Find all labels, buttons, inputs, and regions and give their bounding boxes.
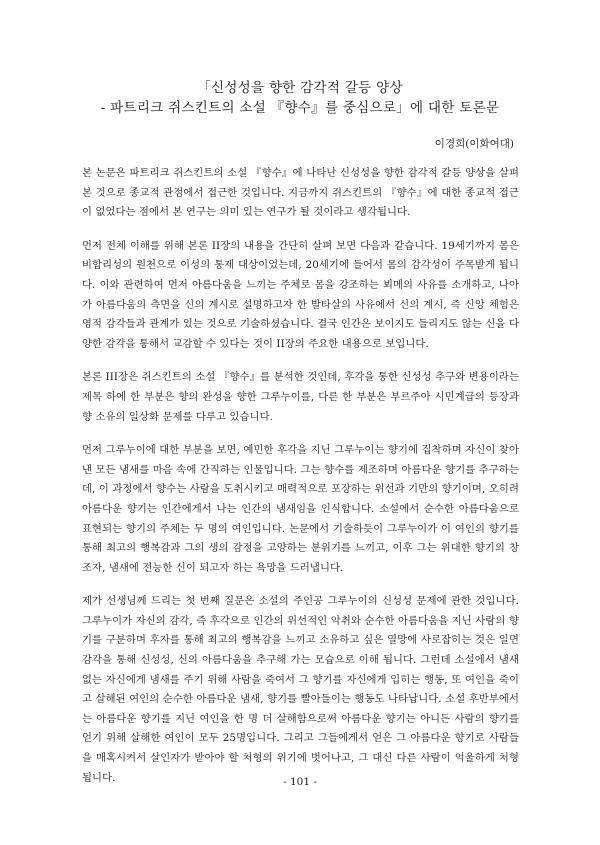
- title-block: [0, 78, 600, 118]
- title-line-2: - 파트리크 쥐스킨트의 소설 『향수』를 중심으로」에 대한 토론문: [100, 100, 500, 116]
- page-number: - 101 -: [283, 776, 317, 788]
- paragraph-chapter-3-summary: 본론 III장은 쥐스킨트의 소설 『향수』를 분석한 것인데, 후각을 통한 신성성 추구와 변용이라는 제목 하에 한 부분은 향의 완성을 향한 그루누이를, 다른 한 부분은 부르주아 시민계급의 등장과 향 소유의 일상화 문제를 다루고 있습니다.: [82, 371, 519, 423]
- paragraph-chapter-2-summary: 먼저 전체 이해를 위해 본론 II장의 내용을 간단히 살펴 보면 다음과 같습니다. 19세기까지 몸은 비합리성의 원천으로 이성의 통제 대상이었는데, 20세기에 들어서 몸의 감각성이 주목받게 됩니다. 이와 관련하여 먼저 아름다움을 느끼는 주체로 몸을 강조하는 뵈메의 사유를 소개하고, 나아가 아름다움의 측면을 신의 계시로 설명하고자 한 발타살의 사유에서 신의 계시, 즉 신앙 체험은 영적 감각들과 관계가 있는 것으로 기술하셨습니다. 결국 인간은 보이지도 들리지도 않는 신을 다양한 감각을 통해서 교감할 수 있다는 것이 II장의 주요한 내용으로 보입니다.: [82, 239, 519, 350]
- author-affiliation: 이경희(이화여대): [434, 138, 514, 150]
- paragraph-grenouille-analysis: 먼저 그루누이에 대한 부분을 보면, 예민한 후각을 지닌 그루누이는 향기에 집착하며 자신이 찾아낸 모든 냄새를 마음 속에 간직하는 인물입니다. 그는 향수를 제조하며 아름다운 향기를 추구하는데, 이 과정에서 향수는 사람을 도취시키고 매력적으로 포장하는 위선과 기만의 향기이며, 오히려 아름다운 향기는 인간에게서 나는 인간의 냄새임을 인식합니다. 소설에서 순수한 아름다움으로 표현되는 향기의 주체는 두 명의 여인입니다. 논문에서 기술하듯이 그루누이가 이 여인의 향기를 통해 최고의 행복감과 그의 생의 감정을 고양하는 분위기를 느끼고, 이후 그는 위대한 향기의 창조자, 냄새에 전능한 신이 되고자 하는 욕망을 드러냅니다.: [82, 444, 519, 574]
- paragraph-first-question: 제가 선생님께 드리는 첫 번째 질문은 소설의 주인공 그루누이의 신성성 문제에 관한 것입니다. 그루누이가 자신의 감각, 즉 후각으로 인간의 위선적인 악취와 순수한 아름다움을 지닌 사람의 향기를 구분하며 후자를 통해 최고의 행복감을 느끼고 소유하고 싶은 열망에 사로잡히는 것은 일면 감각을 통해 신성성, 신의 아름다움을 추구해 가는 모습으로 이해 됩니다. 그런데 소설에서 냄새 없는 자신에게 냄새를 주기 위해 사람을 죽여서 그 향기를 자신에게 입히는 행동, 또 여인을 죽이고 살해된 여인의 순수한 아름다운 냄새, 향기를 빨아들이는 행동도 나타납니다. 소설 후반부에서는 아름다운 향기를 지닌 여인을 한 명 더 살해함으로써 아름다운 향기는 아니든 사람의 향기를 얻기 위해 살해한 여인이 모두 25명입니다. 그리고 그들에게서 얻은 그 아름다운 향기로 사람들을 매혹시켜서 살인자가 받아야 할 처형의 위기에 벗어나고, 그 대신 다른 사람이 억울하게 처형됩니다.: [82, 595, 519, 784]
- body-text: [82, 164, 519, 802]
- paragraph-intro: 본 논문은 파트리크 쥐스킨트의 소설 『향수』에 나타난 신성성을 향한 감각적 갈등 양상을 살펴본 것으로 종교적 관점에서 접근한 것입니다. 지금까지 쥐스킨트의 『향수』에 대한 종교적 접근이 없었다는 점에서 본 연구는 의미 있는 연구가 될 것이라고 생각됩니다.: [82, 167, 519, 219]
- title-line-1: 「신성성을 향한 감각적 갈등 양상: [197, 80, 403, 96]
